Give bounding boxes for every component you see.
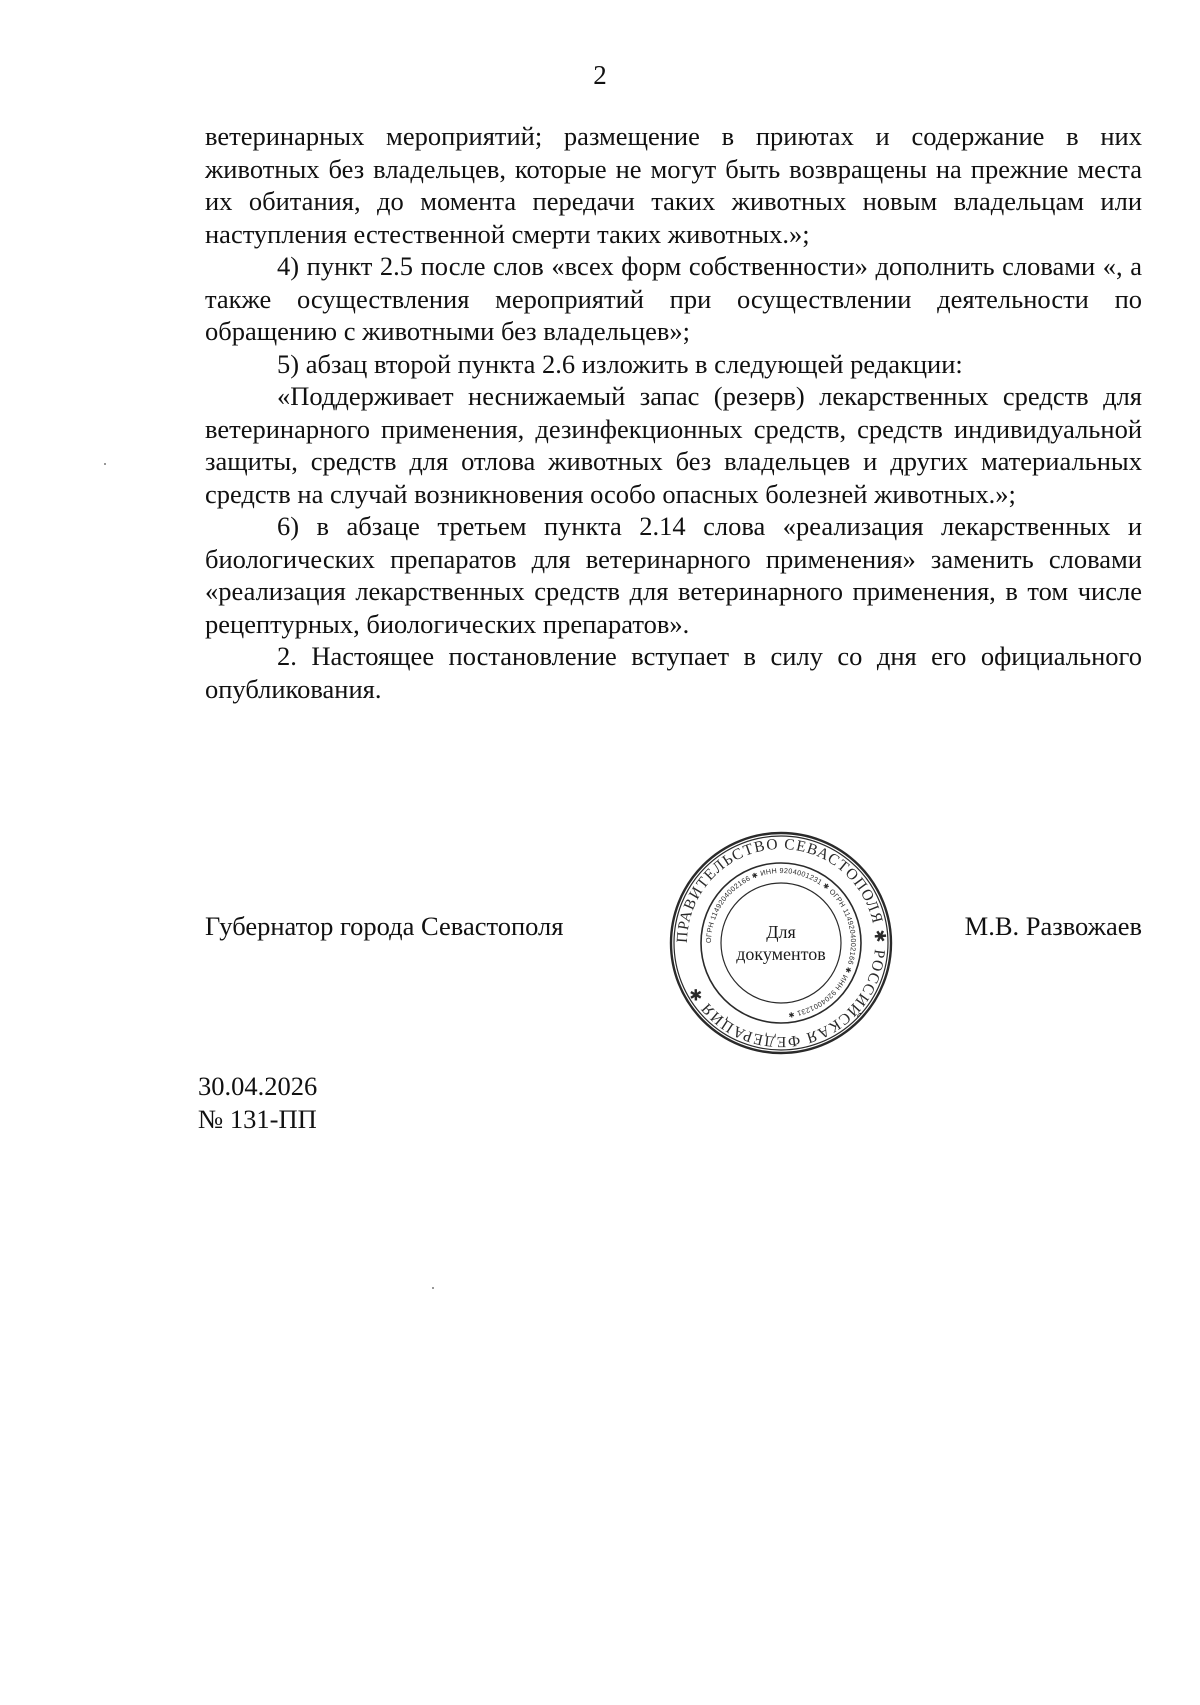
- official-seal-stamp: [668, 830, 894, 1056]
- signatory-name: М.В. Развожаев: [964, 911, 1142, 941]
- page-number: 2: [593, 60, 607, 90]
- paragraph: 6) в абзаце третьем пункта 2.14 слова «реализация лекарственных и биологических препаратов для ветеринарного применения» заменить словами «реализация лекарственных средств для ветеринарного применения, в том числе рецептурных, биологических препаратов».: [205, 511, 1142, 639]
- signatory-position: Губернатор города Севастополя: [205, 911, 564, 941]
- stamp-center-line2: документов: [736, 944, 826, 964]
- stamp-center-line1: Для: [766, 922, 796, 942]
- paragraph: 4) пункт 2.5 после слов «всех форм собственности» дополнить словами «, а также осуществления мероприятий при осуществлении деятельности по обращению с животными без владельцев»;: [205, 251, 1142, 346]
- document-number: № 131-ПП: [198, 1103, 317, 1134]
- paragraph: ветеринарных мероприятий; размещение в приютах и содержание в них животных без владельцев, которые не могут быть возвращены на прежние места их обитания, до момента передачи таких животных новым владельцам или наступления естественной смерти таких животных.»;: [205, 121, 1142, 249]
- document-registration: [198, 1070, 317, 1135]
- paragraph: «Поддерживает неснижаемый запас (резерв) лекарственных средств для ветеринарного применения, дезинфекционных средств, средств индивидуальной защиты, средств для отлова животных без владельцев и других материальных средств на случай возникновения особо опасных болезней животных.»;: [205, 381, 1142, 509]
- stamp-inner-text: ОГРН 1149204002166 ✱ ИНН 9204001231 ✱ ОГРН 1149204002166 ✱ ИНН 9204001231 ✱: [703, 865, 859, 1020]
- scan-speck: [104, 463, 106, 465]
- paragraph: 5) абзац второй пункта 2.6 изложить в следующей редакции:: [277, 348, 963, 379]
- document-date: 30.04.2026: [198, 1071, 318, 1101]
- document-body: [205, 120, 1142, 705]
- stamp-outer-text: ПРАВИТЕЛЬСТВО СЕВАСТОПОЛЯ ✱ РОССИЙСКАЯ ФЕДЕРАЦИЯ ✱: [673, 835, 889, 1051]
- scan-speck: [432, 1287, 434, 1289]
- paragraph: 2. Настоящее постановление вступает в силу со дня его официального опубликования.: [205, 641, 1142, 704]
